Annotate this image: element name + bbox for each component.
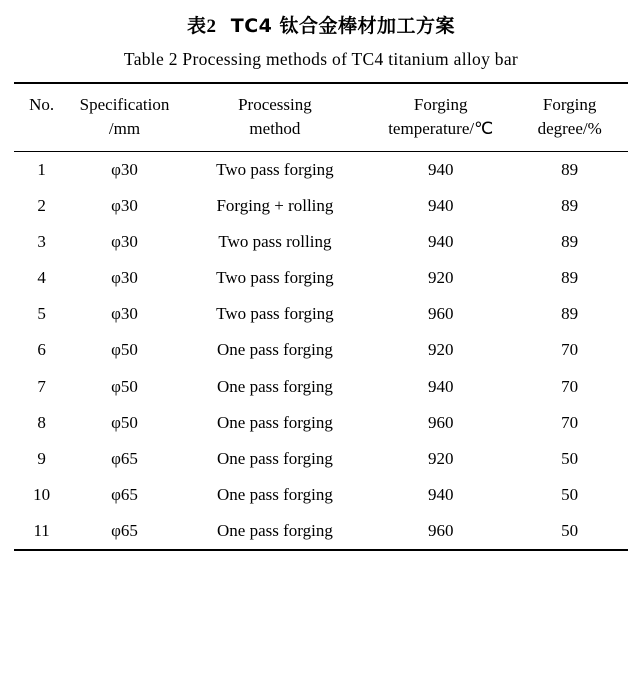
table-row xyxy=(14,477,628,513)
cell-specification: φ50 xyxy=(111,340,138,360)
cell-degree: 70 xyxy=(561,376,579,396)
table-row xyxy=(14,332,628,368)
table-row xyxy=(14,513,628,550)
table-header xyxy=(14,83,628,152)
table-row xyxy=(14,441,628,477)
cell-temperature: 940 xyxy=(427,376,454,396)
column-header-no: No. xyxy=(14,83,69,152)
cell-specification: φ50 xyxy=(111,376,138,396)
cell-no: 7 xyxy=(37,376,46,396)
table-row xyxy=(14,188,628,224)
cell-temperature: 940 xyxy=(427,196,454,216)
cell-no: 9 xyxy=(37,448,46,468)
cell-no: 8 xyxy=(37,412,46,432)
table-row xyxy=(14,296,628,332)
cell-method: Two pass forging xyxy=(216,268,334,288)
processing-methods-table xyxy=(14,82,628,551)
cell-method: Two pass rolling xyxy=(218,232,332,252)
cell-specification: φ65 xyxy=(111,484,138,504)
column-header-processing-method: Processing method xyxy=(180,83,370,152)
cell-method: Two pass forging xyxy=(216,304,334,324)
cell-specification: φ65 xyxy=(111,448,138,468)
cell-temperature: 920 xyxy=(427,448,454,468)
cell-method: One pass forging xyxy=(217,448,333,468)
column-header-forging-degree: Forging degree/% xyxy=(511,83,628,152)
cell-no: 11 xyxy=(14,513,69,550)
cell-method: One pass forging xyxy=(217,412,333,432)
table-row xyxy=(14,369,628,405)
table-caption-english: Table 2 Processing methods of TC4 titanium alloy bar xyxy=(123,48,519,69)
table-row xyxy=(14,260,628,296)
cell-degree: 50 xyxy=(561,484,579,504)
cell-temperature: 920 xyxy=(427,340,454,360)
cell-temperature: 960 xyxy=(370,513,511,550)
column-header-forging-temperature: Forging temperature/℃ xyxy=(370,83,511,152)
cell-specification: φ65 xyxy=(69,513,180,550)
cell-specification: φ30 xyxy=(111,196,138,216)
cell-method: One pass forging xyxy=(217,376,333,396)
column-header-specification: Specification /mm xyxy=(69,83,180,152)
cell-no: 10 xyxy=(33,484,51,504)
cell-degree: 89 xyxy=(561,196,579,216)
cell-no: 2 xyxy=(37,196,46,216)
cell-method: One pass forging xyxy=(180,513,370,550)
cell-temperature: 940 xyxy=(370,151,511,188)
cell-temperature: 940 xyxy=(427,484,454,504)
cell-specification: φ30 xyxy=(111,232,138,252)
cell-method: Two pass forging xyxy=(180,151,370,188)
cell-specification: φ30 xyxy=(111,304,138,324)
cell-specification: φ30 xyxy=(111,268,138,288)
table-body xyxy=(14,151,628,550)
cell-no: 4 xyxy=(37,268,46,288)
cell-method: One pass forging xyxy=(217,340,333,360)
cell-temperature: 940 xyxy=(427,232,454,252)
table-title-chinese: TC4 钛合金棒材加工方案 xyxy=(230,15,455,37)
table-row xyxy=(14,224,628,260)
cell-no: 5 xyxy=(37,304,46,324)
table-number-chinese: 表2 xyxy=(187,16,217,37)
cell-specification: φ50 xyxy=(111,412,138,432)
cell-no: 3 xyxy=(37,232,46,252)
cell-degree: 89 xyxy=(561,232,579,252)
cell-degree: 70 xyxy=(561,412,579,432)
cell-degree: 89 xyxy=(561,268,579,288)
cell-method: One pass forging xyxy=(217,484,333,504)
cell-temperature: 960 xyxy=(427,304,454,324)
cell-temperature: 960 xyxy=(427,412,454,432)
cell-method: Forging + rolling xyxy=(216,196,334,216)
cell-temperature: 920 xyxy=(427,268,454,288)
table-header-row xyxy=(14,83,628,152)
cell-specification: φ30 xyxy=(69,151,180,188)
table-row xyxy=(14,151,628,188)
cell-degree: 89 xyxy=(561,304,579,324)
cell-no: 6 xyxy=(37,340,46,360)
cell-degree: 50 xyxy=(511,513,628,550)
cell-degree: 50 xyxy=(561,448,579,468)
cell-degree: 70 xyxy=(561,340,579,360)
cell-degree: 89 xyxy=(511,151,628,188)
cell-no: 1 xyxy=(14,151,69,188)
table-row xyxy=(14,405,628,441)
table-caption-chinese xyxy=(14,14,628,40)
